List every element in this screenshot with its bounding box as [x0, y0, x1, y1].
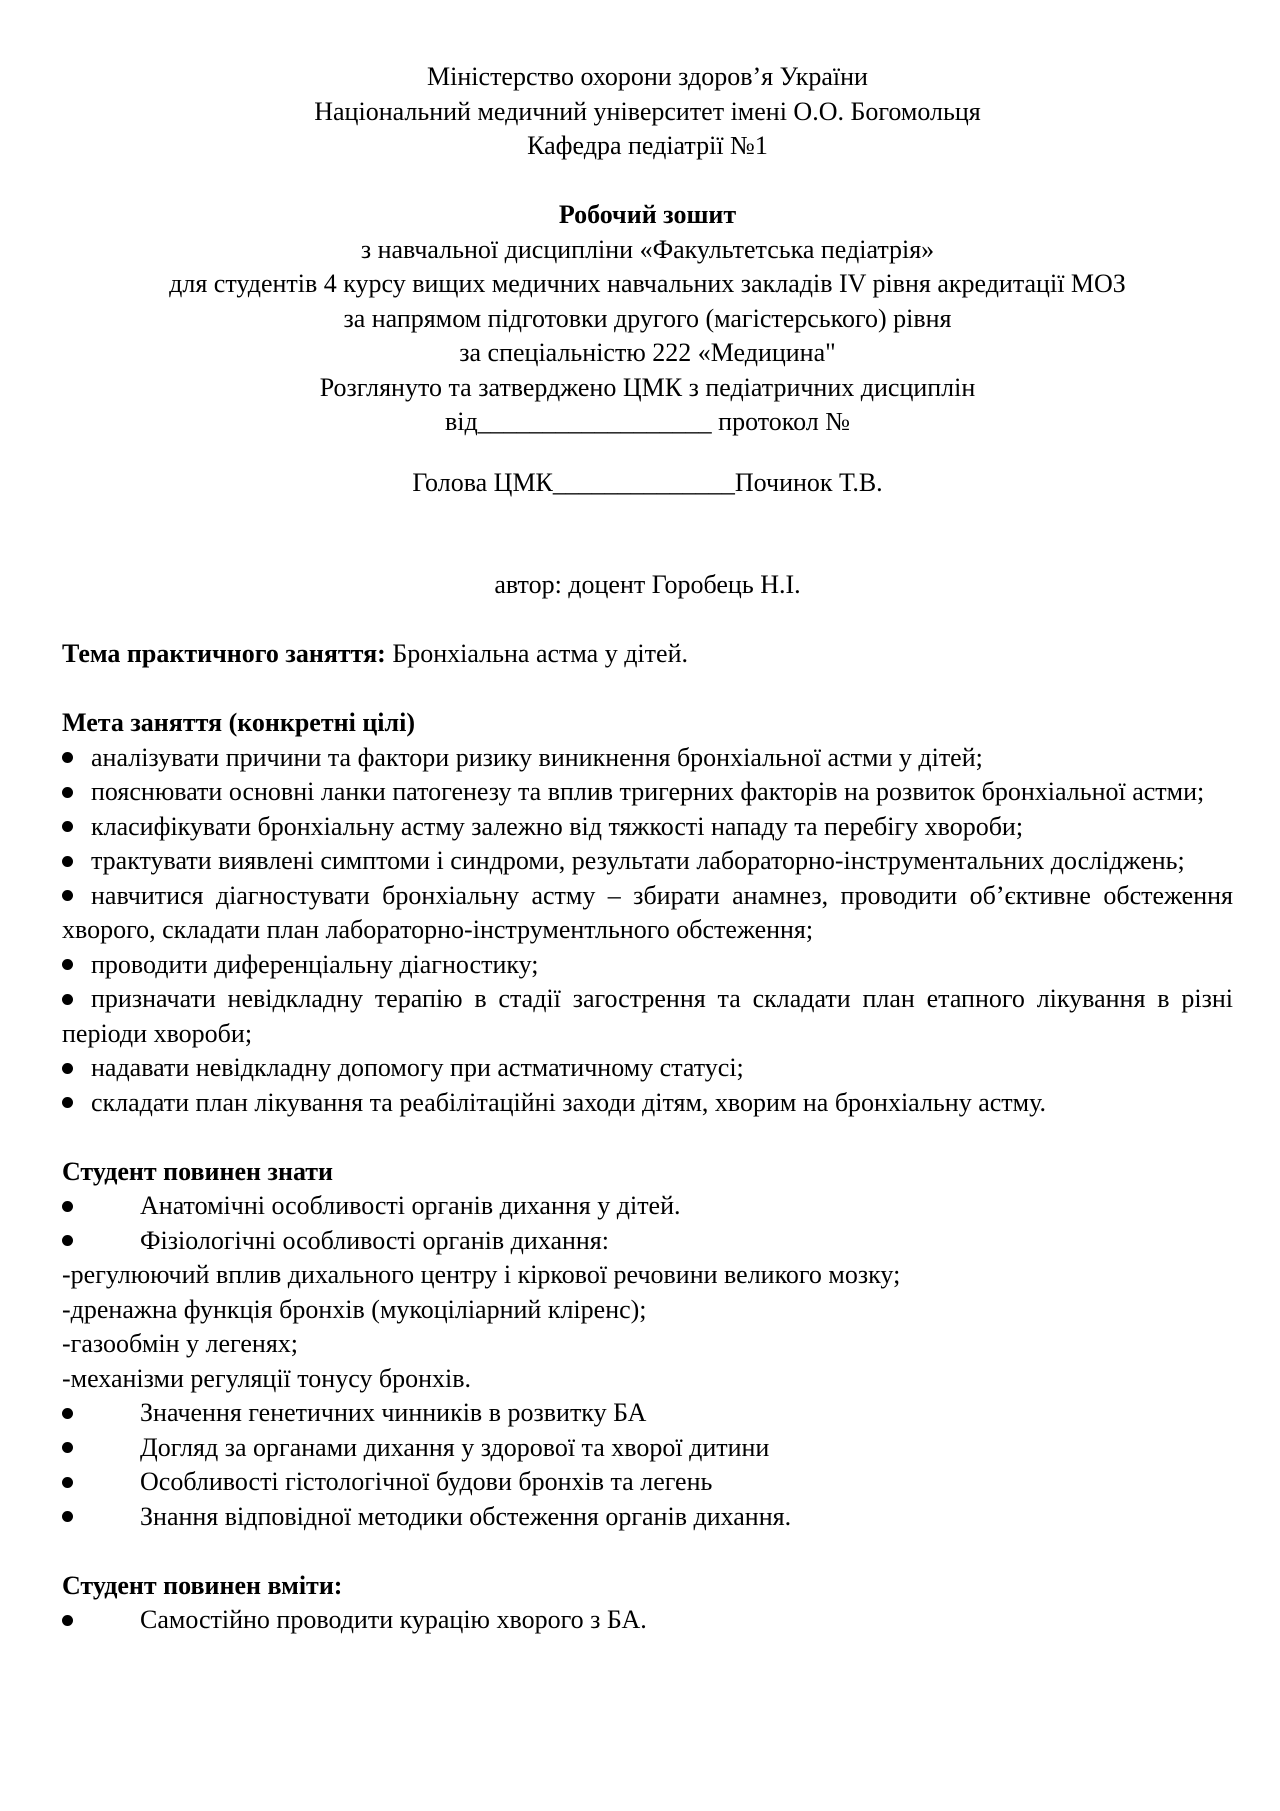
- know-sub-item: -механізми регуляції тонусу бронхів.: [62, 1363, 472, 1393]
- bullet-icon: [62, 1235, 73, 1246]
- know-item: Фізіологічні особливості органів дихання:: [62, 1224, 1233, 1259]
- author-line: автор: доцент Горобець Н.І.: [494, 570, 801, 599]
- know-item: Особливості гістологічної будови бронхів та легень: [62, 1465, 1233, 1500]
- bullet-icon: [62, 821, 73, 832]
- document-page: [62, 60, 1233, 1638]
- bullet-icon: [62, 787, 73, 798]
- ministry-line: Міністерство охорони здоров’я України: [427, 62, 868, 91]
- know-item: Анатомічні особливості органів дихання у дітей.: [62, 1189, 1233, 1224]
- bullet-icon: [62, 1408, 73, 1419]
- cmk-head-line: Голова ЦМК______________Починок Т.В.: [412, 467, 883, 497]
- goals-heading: Мета заняття (конкретні цілі): [62, 708, 415, 737]
- know-sub-item: -регулюючий вплив дихального центру і кіркової речовини великого мозку;: [62, 1260, 901, 1289]
- topic-line: [62, 637, 1233, 672]
- university-line: Національний медичний університет імені О.О. Богомольця: [314, 96, 981, 126]
- goal-item: класифікувати бронхіальну астму залежно від тяжкості нападу та перебігу хвороби;: [62, 810, 1233, 845]
- bullet-icon: [62, 1442, 73, 1453]
- audience-line: для студентів 4 курсу вищих медичних навчальних закладів IV рівня акредитації МОЗ: [169, 269, 1126, 298]
- bullet-icon: [62, 959, 73, 970]
- bullet-icon: [62, 1615, 73, 1626]
- goal-item: трактувати виявлені симптоми і синдроми, результати лабораторно-інструментальних досліджень;: [62, 844, 1233, 879]
- bullet-icon: [62, 1097, 73, 1108]
- skills-heading: Студент повинен вміти:: [62, 1570, 343, 1600]
- bullet-icon: [62, 752, 73, 763]
- department-line: Кафедра педіатрії №1: [527, 131, 768, 160]
- direction-line: за напрямом підготовки другого (магістерського) рівня: [343, 303, 952, 333]
- goal-item: пояснювати основні ланки патогенезу та вплив тригерних факторів на розвиток бронхіальної астми;: [62, 775, 1233, 810]
- goal-item: аналізувати причини та фактори ризику виникнення бронхіальної астми у дітей;: [62, 741, 1233, 776]
- goal-item: проводити диференціальну діагностику;: [62, 948, 1233, 983]
- approval-line: Розглянуто та затверджено ЦМК з педіатричних дисциплін: [319, 372, 976, 402]
- topic-value: Бронхіальна астма у дітей.: [385, 639, 688, 668]
- bullet-icon: [62, 1063, 73, 1074]
- skill-item: Самостійно проводити курацію хворого з БА.: [62, 1603, 1233, 1638]
- protocol-line: від__________________ протокол №: [444, 407, 851, 436]
- know-heading: Студент повинен знати: [62, 1156, 334, 1186]
- bullet-icon: [62, 1201, 73, 1212]
- bullet-icon: [62, 1511, 73, 1522]
- discipline-line: з навчальної дисципліни «Факультетська педіатрія»: [360, 234, 935, 264]
- goals-list: [62, 741, 1233, 1121]
- goal-item: навчитися діагностувати бронхіальну астму – збирати анамнез, проводити об’єктивне обстеження хворого, складати план лабораторно-інструментльного обстеження;: [62, 880, 1233, 944]
- know-item: Догляд за органами дихання у здорової та хворої дитини: [62, 1431, 1233, 1466]
- know-item: Значення генетичних чинників в розвитку БА: [62, 1396, 1233, 1431]
- bullet-icon: [62, 994, 73, 1005]
- document-title: Робочий зошит: [558, 200, 737, 229]
- bullet-icon: [62, 856, 73, 867]
- bullet-icon: [62, 890, 73, 901]
- specialty-line: за спеціальністю 222 «Медицина": [459, 338, 836, 367]
- know-sub-item: -газообмін у легенях;: [62, 1329, 299, 1358]
- topic-label: Тема практичного заняття:: [62, 639, 386, 668]
- goal-item: призначати невідкладну терапію в стадії загострення та складати план етапного лікування в різні періоди хвороби;: [62, 984, 1233, 1048]
- goal-item: надавати невідкладну допомогу при астматичному статусі;: [62, 1051, 1233, 1086]
- bullet-icon: [62, 1477, 73, 1488]
- goal-item: складати план лікування та реабілітаційні заходи дітям, хворим на бронхіальну астму.: [62, 1086, 1233, 1121]
- know-item: Знання відповідної методики обстеження органів дихання.: [62, 1500, 1233, 1535]
- know-sub-item: -дренажна функція бронхів (мукоціліарний кліренс);: [62, 1294, 647, 1324]
